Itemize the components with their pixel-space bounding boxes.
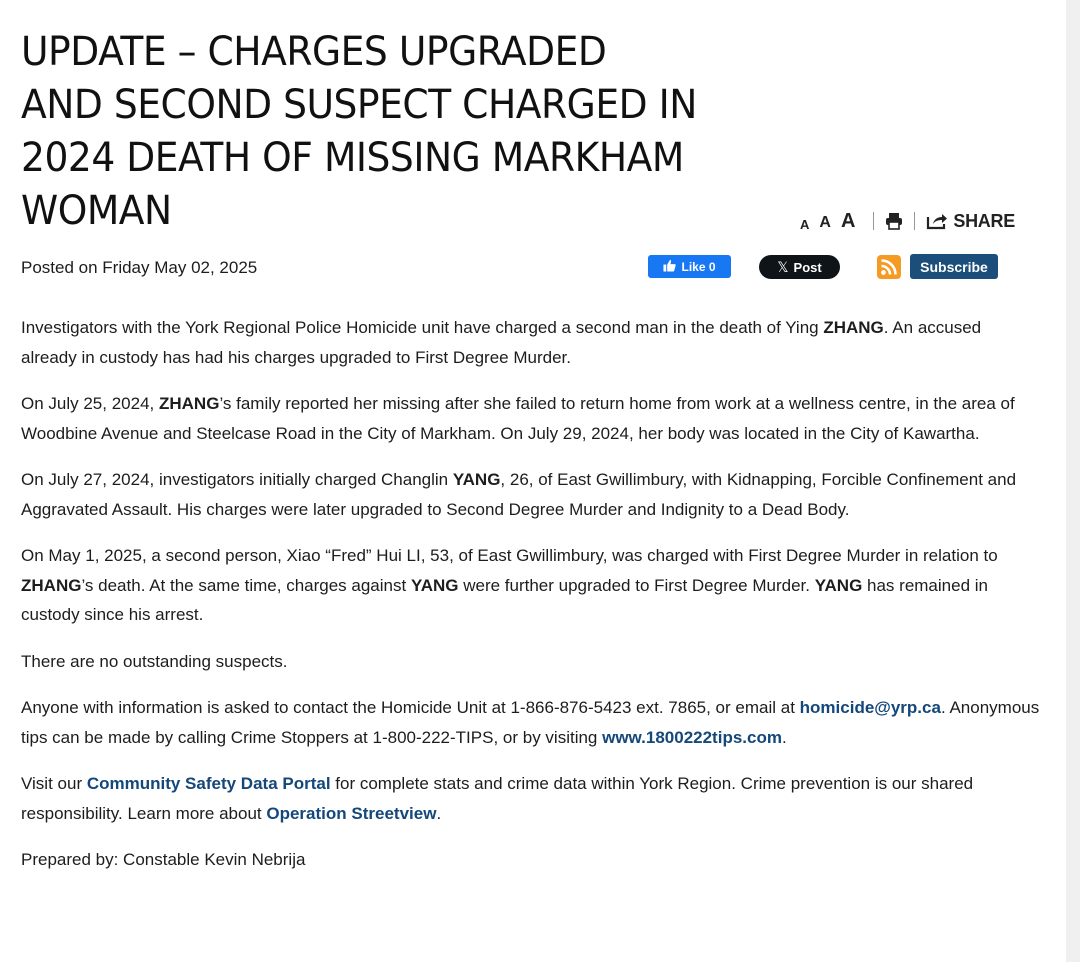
toolbar-divider bbox=[873, 212, 874, 230]
share-icon bbox=[925, 211, 949, 231]
page-scroll-gutter bbox=[1066, 0, 1080, 962]
name-highlight: ZHANG bbox=[21, 575, 82, 595]
article-toolbar bbox=[800, 206, 1015, 236]
homicide-email-link[interactable]: homicide@yrp.ca bbox=[799, 698, 941, 717]
text-run: , 26, of East Gwillimbury, with Kidnapping, Forcible Confinement and Aggravated Assault. His charges were later upgraded to Second Degree Murder and Indignity to a Dead Body. bbox=[21, 470, 1017, 519]
article-paragraph bbox=[21, 541, 1041, 630]
rss-icon[interactable] bbox=[877, 255, 901, 279]
toolbar-divider bbox=[914, 212, 915, 230]
x-logo-icon: 𝕏 bbox=[777, 258, 789, 275]
article-paragraph bbox=[21, 313, 1041, 372]
share-button[interactable] bbox=[925, 211, 1015, 232]
article-paragraph: There are no outstanding suspects. bbox=[21, 651, 288, 671]
name-highlight: YANG bbox=[452, 470, 501, 489]
text-run: ’s family reported her missing after she failed to return home from work at a wellness centre, in the area of Woodbine Avenue and Steelcase Road in the City of Markham. On July 29, 2024, her body was located in the City of Kawartha. bbox=[21, 394, 1015, 443]
subscribe-button[interactable]: Subscribe bbox=[910, 254, 998, 279]
text-run: Anyone with information is asked to contact the Homicide Unit at 1-866-876-5423 ext. 7865, or email at bbox=[21, 698, 800, 717]
article-paragraph bbox=[21, 693, 1041, 752]
text-run: On May 1, 2025, a second person, Xiao “Fred” Hui LI, 53, of East Gwillimbury, was charged with First Degree Murder in relation to bbox=[21, 546, 998, 565]
name-highlight: ZHANG bbox=[158, 394, 220, 413]
name-highlight: YANG bbox=[410, 575, 459, 595]
font-size-large-button[interactable]: A bbox=[840, 209, 856, 232]
name-highlight: ZHANG bbox=[823, 318, 884, 337]
article-paragraph bbox=[21, 465, 1041, 524]
share-label: SHARE bbox=[953, 210, 1015, 231]
prepared-by: Prepared by: Constable Kevin Nebrija bbox=[21, 850, 306, 869]
text-run: On July 25, 2024, bbox=[21, 394, 159, 413]
text-run: Visit our bbox=[21, 774, 87, 793]
data-portal-link[interactable]: Community Safety Data Portal bbox=[86, 774, 331, 793]
x-post-label: Post bbox=[793, 259, 822, 275]
crime-stoppers-link[interactable]: www.1800222tips.com bbox=[602, 727, 782, 747]
thumbs-up-icon bbox=[663, 259, 676, 275]
text-run: ’s death. At the same time, charges against bbox=[81, 575, 411, 595]
font-size-medium-button[interactable]: A bbox=[819, 213, 831, 231]
text-run: . Anonymous tips can be made by calling Crime Stoppers at 1-800-222-TIPS, or by visiting bbox=[21, 698, 1040, 747]
text-run: . bbox=[781, 727, 787, 747]
text-run: for complete stats and crime data within York Region. Crime prevention is our shared responsibility. Learn more about bbox=[21, 774, 974, 823]
facebook-like-label: Like 0 bbox=[681, 259, 716, 274]
text-run: . bbox=[436, 803, 442, 823]
text-run: were further upgraded to First Degree Murder. bbox=[458, 575, 815, 595]
print-icon[interactable] bbox=[884, 211, 904, 231]
article-paragraph bbox=[21, 389, 1041, 448]
text-run: On July 27, 2024, investigators initially charged Changlin bbox=[21, 470, 453, 489]
text-run: has remained in custody since his arrest. bbox=[21, 575, 988, 624]
posted-date: Posted on Friday May 02, 2025 bbox=[21, 258, 258, 277]
name-highlight: YANG bbox=[814, 575, 863, 595]
text-run: . An accused already in custody has had his charges upgraded to First Degree Murder. bbox=[21, 318, 982, 367]
article-body bbox=[21, 313, 1041, 892]
text-run: Investigators with the York Regional Police Homicide unit have charged a second man in the death of Ying bbox=[21, 318, 824, 337]
article-paragraph bbox=[21, 769, 1041, 828]
article-title: UPDATE – CHARGES UPGRADED AND SECOND SUSPECT CHARGED IN 2024 DEATH OF MISSING MARKHAM WOMAN bbox=[21, 29, 697, 234]
font-size-small-button[interactable]: A bbox=[800, 216, 810, 232]
operation-streetview-link[interactable]: Operation Streetview bbox=[266, 803, 437, 823]
facebook-like-button[interactable] bbox=[648, 255, 731, 278]
x-post-button[interactable] bbox=[759, 255, 840, 279]
